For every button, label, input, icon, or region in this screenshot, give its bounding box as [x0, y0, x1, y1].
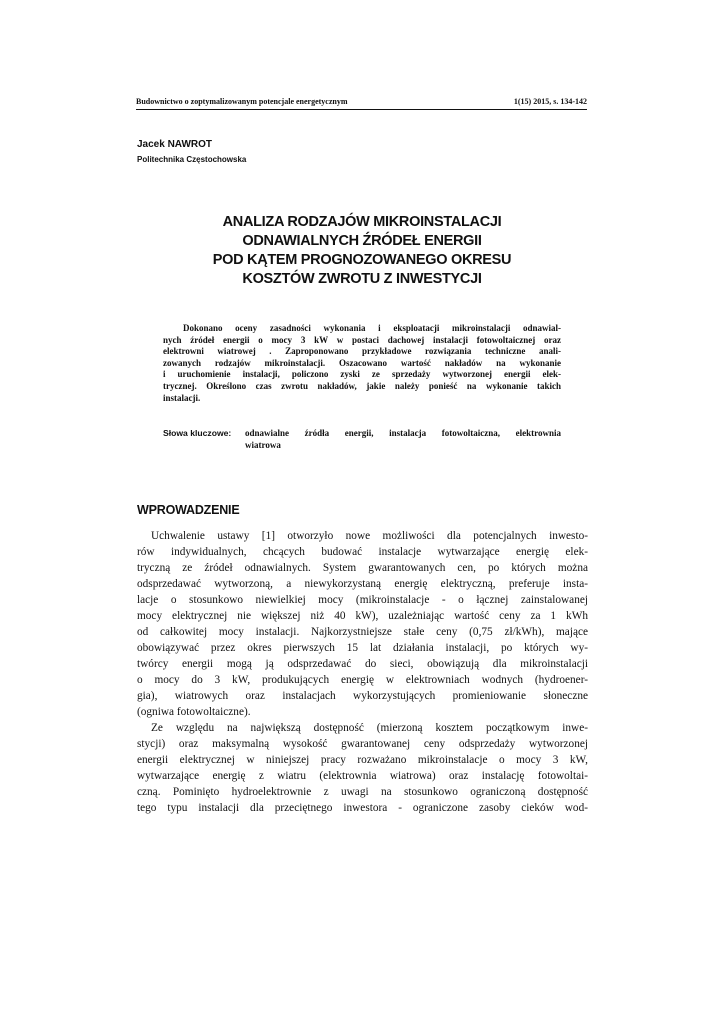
body-line: (ogniwa fotowoltaiczne).: [137, 706, 251, 718]
author-name: Jacek NAWROT: [137, 139, 213, 150]
body-line: mocy elektrycznej nie większej niż 40 kW), uzależniając wartość ceny za 1 kWh: [137, 610, 588, 622]
abstract-line: trycznej. Określono czas zwrotu nakładów, jakie należy ponieść na wykonanie takich: [163, 380, 561, 391]
title-line: ODNAWIALNYCH ŹRÓDEŁ ENERGII: [242, 233, 482, 249]
body-line: Uchwalenie ustawy [1] otworzyło nowe możliwości dla potencjalnych inwesto-: [151, 530, 588, 542]
body-line: lacje o stosunkowo niewielkiej mocy (mikroinstalacje - o łącznej zainstalowanej: [137, 594, 588, 606]
body-line: tryczną ze źródeł odnawialnych. System gwarantowanych cen, po których można: [137, 562, 588, 574]
abstract-line: nych źródeł energii o mocy 3 kW w postaci dachowej instalacji fotowoltaicznej oraz: [163, 334, 561, 345]
keywords-line: odnawialne źródła energii, instalacja fotowoltaiczna, elektrownia: [245, 428, 561, 438]
keywords-text: [245, 428, 561, 451]
author-affiliation: Politechnika Częstochowska: [137, 155, 247, 164]
body-line: rów indywidualnych, chcących budować instalacje wytwarzające energię elek-: [137, 546, 588, 558]
title-line: ANALIZA RODZAJÓW MIKROINSTALACJI: [222, 214, 502, 230]
title-line: POD KĄTEM PROGNOZOWANEGO OKRESU: [212, 252, 512, 268]
body-line: odsprzedawać wytworzoną, a niewykorzystaną energię elektryczną, preferuje insta-: [137, 578, 588, 590]
body-line: Ze względu na największą dostępność (mierzoną kosztem początkowym inwe-: [151, 722, 588, 734]
issue-pages: 1(15) 2015, s. 134-142: [513, 97, 587, 106]
header-rule: [136, 109, 587, 110]
body-line: energii elektrycznej w niniejszej pracy rozważano mikroinstalacje o mocy 3 kW,: [137, 754, 588, 766]
body-line: stycji) oraz maksymalną wysokość gwarantowanej ceny odsprzedaży wytworzonej: [137, 738, 588, 750]
abstract-line: Dokonano oceny zasadności wykonania i eksploatacji mikroinstalacji odnawial-: [183, 323, 561, 333]
paper-title: [136, 213, 588, 289]
section-heading: WPROWADZENIE: [137, 503, 240, 517]
abstract-line: i uruchomienie instalacji, policzono zyski ze sprzedaży wytworzonej energii elek-: [163, 369, 561, 380]
keywords-line: wiatrowa: [245, 439, 281, 450]
body-line: czną. Pominięto hydroelektrownie z uwagi na stosunkowo ograniczoną dostępność: [137, 786, 588, 798]
body-line: wytwarzające energię z wiatru (elektrownia wiatrowa) oraz instalację fotowoltai-: [137, 770, 588, 782]
keywords-label: Słowa kluczowe:: [163, 428, 232, 438]
body-line: tego typu instalacji dla przeciętnego inwestora - ograniczone zasoby cieków wod-: [137, 802, 588, 814]
title-line: KOSZTÓW ZWROTU Z INWESTYCJI: [242, 271, 482, 287]
body-line: o mocy do 3 kW, produkujących energię w elektrowniach wodnych (hydroener-: [137, 674, 588, 686]
body-line: twórcy energii mogą ją odsprzedawać do sieci, obowiązują dla mikroinstalacji: [137, 658, 588, 670]
body-line: obowiązywać przez okres pierwszych 15 lat działania instalacji, po których wy-: [137, 642, 588, 654]
abstract-line: zowanych rodzajów mikroinstalacji. Oszacowano wartość nakładów na wykonanie: [163, 357, 561, 368]
body-line: gia), wiatrowych oraz instalacjach wykorzystujących promieniowanie słoneczne: [137, 690, 588, 702]
abstract-line: instalacji.: [163, 392, 201, 403]
abstract: [163, 323, 561, 404]
abstract-line: elektrowni wiatrowej . Zaproponowano przykładowe rozwiązania techniczne anali-: [163, 346, 561, 357]
body-text: [137, 528, 588, 816]
body-line: od całkowitej mocy instalacji. Najkorzystniejsze stałe ceny (0,75 zł/kWh), mające: [137, 626, 588, 638]
journal-title: Budownictwo o zoptymalizowanym potencjale energetycznym: [136, 97, 348, 106]
